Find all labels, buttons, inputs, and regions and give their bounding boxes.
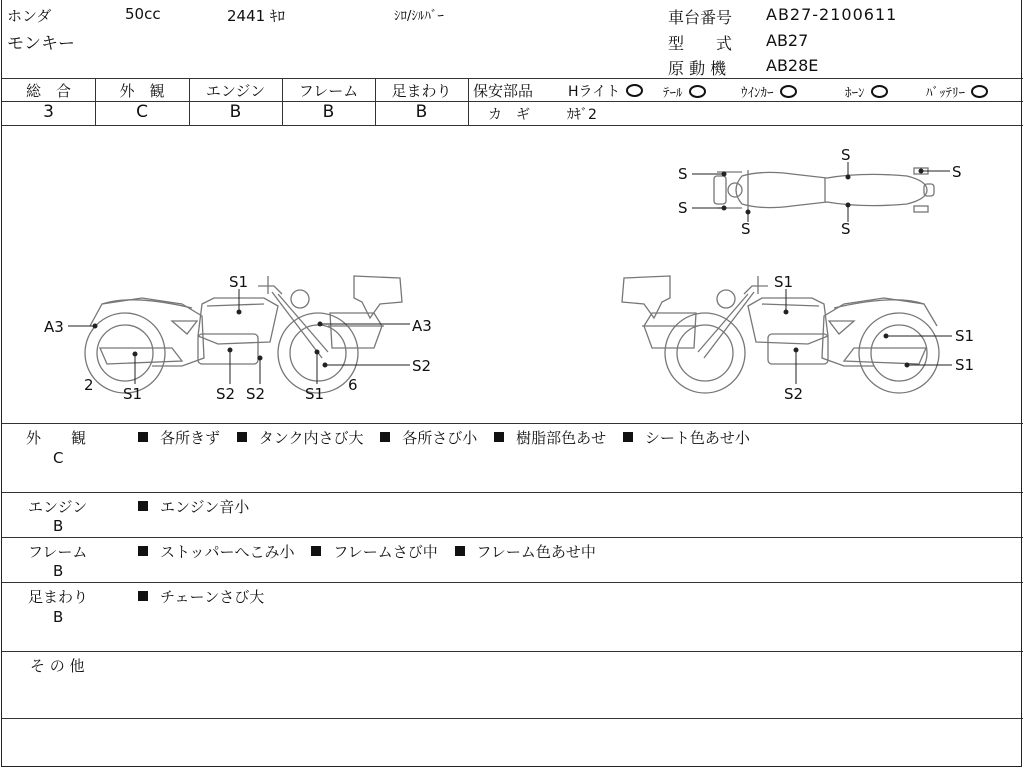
frame-no-label: 車台番号 xyxy=(668,8,733,27)
diagram-label: S2 xyxy=(412,357,432,375)
safety-item-horn: ﾎｰﾝ xyxy=(845,82,888,101)
diagram-label: S xyxy=(678,165,688,183)
model-name: モンキー xyxy=(7,34,75,54)
mileage: 2441 ｷﾛ xyxy=(227,7,285,25)
safety-item-battery: ﾊﾞｯﾃﾘｰ xyxy=(926,82,988,101)
diagram-label: S2 xyxy=(246,385,266,403)
grade-header-engine: エンジン xyxy=(205,82,266,100)
inspection-sheet xyxy=(1,0,1022,767)
diagram-label: A3 xyxy=(44,318,64,336)
diagram-label: S xyxy=(841,220,851,238)
diagram-label: S xyxy=(841,146,851,164)
remark-grade-frame: B xyxy=(53,562,64,580)
bullet-square-icon xyxy=(380,432,390,442)
color: ｼﾛ/ｼﾙﾊﾞｰ xyxy=(394,9,444,24)
right-side-bike-icon xyxy=(622,276,939,393)
key-label: カ ギ xyxy=(488,107,530,123)
ok-circle-icon xyxy=(871,85,888,98)
damage-diagram xyxy=(2,126,1023,423)
diagram-label: A3 xyxy=(412,317,432,335)
bullet-square-icon xyxy=(623,432,633,442)
ok-circle-icon xyxy=(971,85,988,98)
grade-frame: B xyxy=(322,102,335,122)
remark-label-other: そ の 他 xyxy=(30,657,85,675)
maker: ホンダ xyxy=(7,7,52,25)
bullet-square-icon xyxy=(138,501,148,511)
remark-grade-exterior: C xyxy=(53,449,64,467)
grade-total: 3 xyxy=(43,102,54,122)
ok-circle-icon xyxy=(780,85,797,98)
grade-suspension: B xyxy=(415,102,428,122)
ok-circle-icon xyxy=(626,84,643,97)
diagram-label: S1 xyxy=(229,273,249,291)
diagram-label: S1 xyxy=(955,327,975,345)
ok-circle-icon xyxy=(689,85,706,98)
remark-label-frame: フレーム xyxy=(28,543,88,561)
remark-grade-suspension: B xyxy=(53,608,64,626)
type-value: AB27 xyxy=(766,31,809,50)
diagram-label: S1 xyxy=(774,273,794,291)
bullet-square-icon xyxy=(138,546,148,556)
diagram-label: S1 xyxy=(955,356,975,374)
grade-header-exterior: 外 観 xyxy=(119,82,165,100)
bullet-square-icon xyxy=(138,432,148,442)
type-label: 型 式 xyxy=(668,34,733,53)
remark-items-exterior: 各所きず タンク内さび大 各所さび小 樹脂部色あせ シート色あせ小 xyxy=(138,427,750,448)
frame-no: AB27-2100611 xyxy=(766,5,898,24)
key-value: ｶｷﾞ2 xyxy=(567,107,597,123)
grade-header-total: 総 合 xyxy=(25,82,71,100)
remark-items-frame: ストッパーへこみ小 フレームさび中 フレーム色あせ中 xyxy=(138,541,596,562)
top-view-bike-icon xyxy=(714,168,934,212)
grade-engine: B xyxy=(229,102,242,122)
safety-item-headlight: Hライト xyxy=(568,81,643,101)
remark-label-suspension: 足まわり xyxy=(28,588,89,606)
bullet-square-icon xyxy=(237,432,247,442)
diagram-label: S1 xyxy=(305,385,325,403)
remark-items-suspension: チェーンさび大 xyxy=(138,586,264,607)
diagram-label: 2 xyxy=(84,376,94,394)
diagram-label: S xyxy=(952,163,962,181)
diagram-label: S2 xyxy=(784,385,804,403)
grade-header-frame: フレーム xyxy=(298,82,359,100)
remark-grade-engine: B xyxy=(53,517,64,535)
bullet-square-icon xyxy=(494,432,504,442)
bullet-square-icon xyxy=(138,591,148,601)
diagram-label: S xyxy=(741,220,751,238)
remark-items-engine: エンジン音小 xyxy=(138,496,249,517)
displacement: 50cc xyxy=(125,5,161,23)
diagram-label: S xyxy=(678,199,688,217)
safety-item-tail: ﾃｰﾙ xyxy=(663,82,706,101)
remark-label-exterior: 外 観 xyxy=(26,429,87,447)
diagram-label: 6 xyxy=(348,376,358,394)
safety-label: 保安部品 xyxy=(473,82,534,100)
engine-value: AB28E xyxy=(766,56,819,75)
diagram-label: S1 xyxy=(123,385,143,403)
bullet-square-icon xyxy=(311,546,321,556)
remark-label-engine: エンジン xyxy=(28,498,88,516)
grade-exterior: C xyxy=(136,102,148,122)
grade-header-suspension: 足まわり xyxy=(391,82,452,100)
bullet-square-icon xyxy=(455,546,465,556)
engine-label: 原 動 機 xyxy=(668,59,727,78)
safety-item-winker: ｳｲﾝｶｰ xyxy=(741,82,797,101)
diagram-label: S2 xyxy=(216,385,236,403)
